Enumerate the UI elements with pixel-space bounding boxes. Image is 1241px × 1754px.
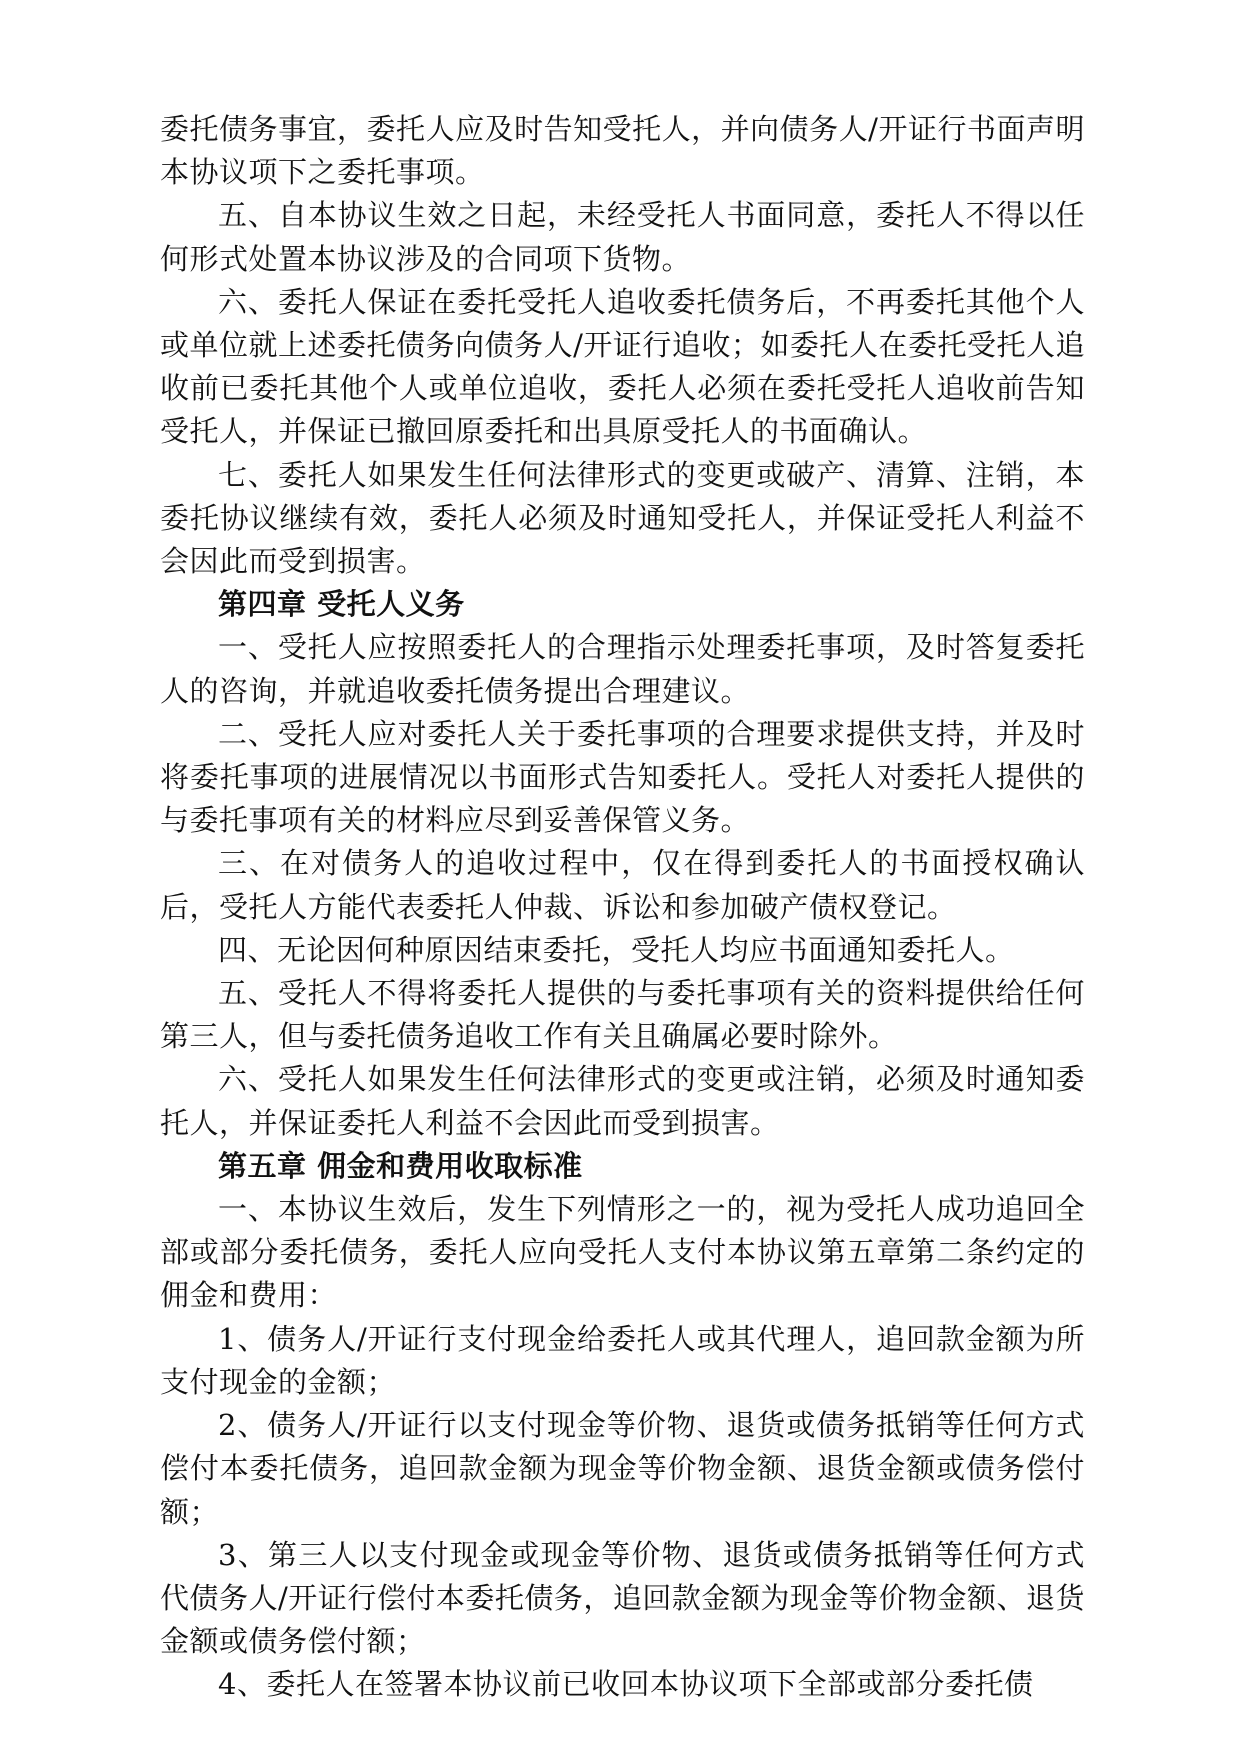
clause-5-paragraph: 五、自本协议生效之日起，未经受托人书面同意，委托人不得以任何形式处置本协议涉及的合同项下货物。: [160, 198, 1085, 276]
ch5-item-2-paragraph: 2、债务人/开证行以支付现金等价物、退货或债务抵销等任何方式偿付本委托债务，追回款金额为现金等价物金额、退货金额或债务偿付额；: [160, 1408, 1085, 1529]
ch5-clause-1-paragraph: 一、本协议生效后，发生下列情形之一的，视为受托人成功追回全部或部分委托债务，委托人应向受托人支付本协议第五章第二条约定的佣金和费用：: [160, 1192, 1085, 1313]
ch4-clause-2-paragraph: 二、受托人应对委托人关于委托事项的合理要求提供支持，并及时将委托事项的进展情况以书面形式告知委托人。受托人对委托人提供的与委托事项有关的材料应尽到妥善保管义务。: [160, 716, 1085, 838]
ch4-clause-4-paragraph: 四、无论因何种原因结束委托，受托人均应书面通知委托人。: [218, 932, 1015, 967]
ch4-clause-5-paragraph: 五、受托人不得将委托人提供的与委托事项有关的资料提供给任何第三人，但与委托债务追收工作有关且确属必要时除外。: [160, 976, 1085, 1054]
clause-7-paragraph: 七、委托人如果发生任何法律形式的变更或破产、清算、注销，本委托协议继续有效，委托人必须及时通知受托人，并保证受托人利益不会因此而受到损害。: [160, 457, 1085, 579]
document-page: [160, 108, 1085, 1707]
continuation-paragraph: 委托债务事宜，委托人应及时告知受托人，并向债务人/开证行书面声明本协议项下之委托事项。: [160, 112, 1085, 190]
ch4-clause-3-paragraph: 三、在对债务人的追收过程中，仅在得到委托人的书面授权确认后，受托人方能代表委托人仲裁、诉讼和参加破产债权登记。: [160, 846, 1085, 924]
chapter-5-heading: 第五章 佣金和费用收取标准: [218, 1148, 583, 1183]
ch4-clause-1-paragraph: 一、受托人应按照委托人的合理指示处理委托事项，及时答复委托人的咨询，并就追收委托债务提出合理建议。: [160, 630, 1085, 708]
ch5-item-3-paragraph: 3、第三人以支付现金或现金等价物、退货或债务抵销等任何方式代债务人/开证行偿付本委托债务，追回款金额为现金等价物金额、退货金额或债务偿付额；: [160, 1537, 1085, 1659]
ch4-clause-6-paragraph: 六、受托人如果发生任何法律形式的变更或注销，必须及时通知委托人，并保证委托人利益不会因此而受到损害。: [160, 1062, 1085, 1140]
clause-6-paragraph: 六、委托人保证在委托受托人追收委托债务后，不再委托其他个人或单位就上述委托债务向债务人/开证行追收；如委托人在委托受托人追收前已委托其他个人或单位追收，委托人必须在委托受托人追收前告知受托人，并保证已撤回原委托和出具原受托人的书面确认。: [160, 284, 1085, 449]
ch5-item-4-paragraph: 4、委托人在签署本协议前已收回本协议项下全部或部分委托债: [218, 1667, 1034, 1702]
ch5-item-1-paragraph: 1、债务人/开证行支付现金给委托人或其代理人，追回款金额为所支付现金的金额；: [160, 1321, 1085, 1399]
chapter-4-heading: 第四章 受托人义务: [218, 587, 465, 622]
